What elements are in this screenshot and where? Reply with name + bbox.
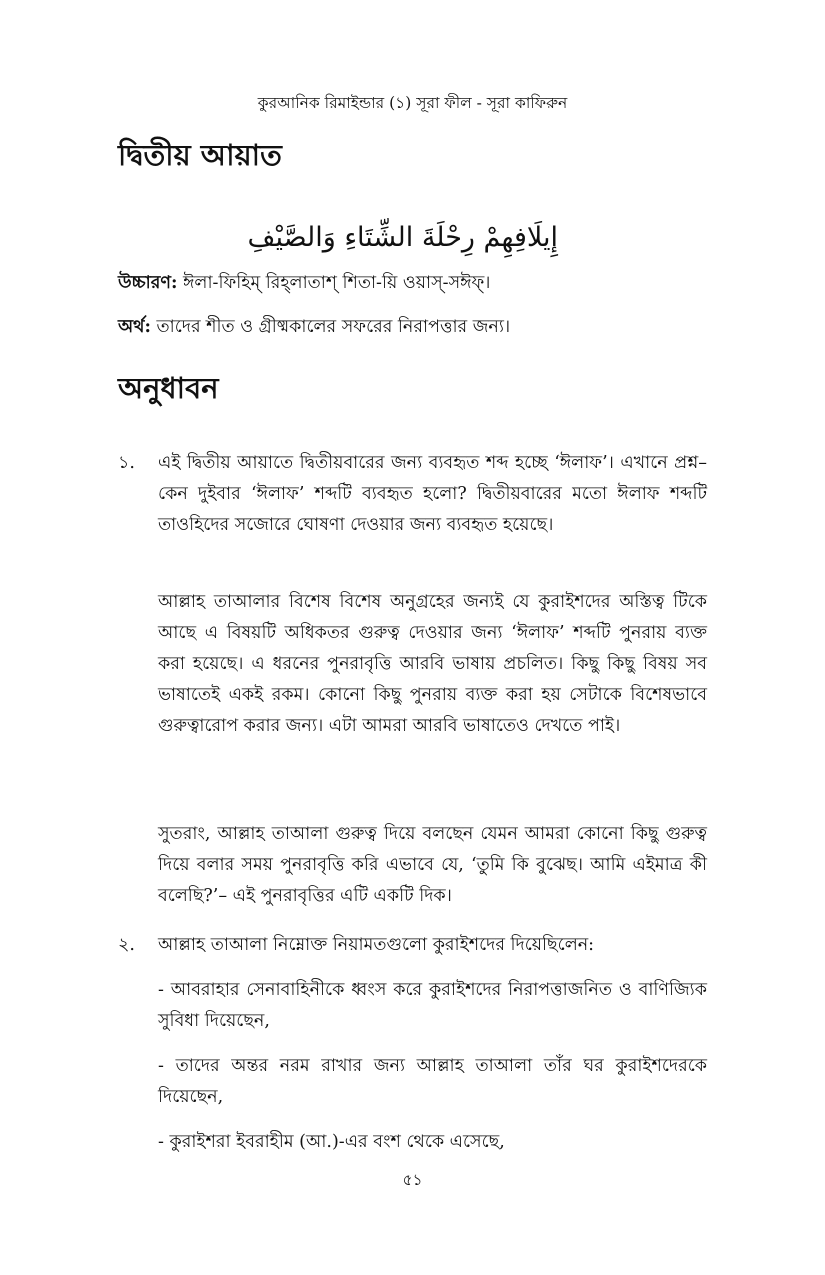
bullet-item: - তাদের অন্তর নরম রাখার জন্য আল্লাহ তাআলা তাঁর ঘর কুরাইশদেরকে দিয়েছেন, xyxy=(158,1056,707,1107)
page-number: ৫১ xyxy=(402,1171,423,1189)
running-header: কুরআনিক রিমাইন্ডার (১) সূরা ফীল - সূরা কাফিরুন xyxy=(257,94,568,112)
list-item-text: এই দ্বিতীয় আয়াতে দ্বিতীয়বারের জন্য ব্যবহৃত শব্দ হচ্ছে ‘ঈলাফ’। এখানে প্রশ্ন– কেন দুইবার ‘ঈলাফ’ শব্দটি ব্যবহৃত হলো? দ্বিতীয়বারের মতো ঈলাফ শব্দটি তাওহিদের সজোরে ঘোষণা দেওয়ার জন্য ব্যবহৃত হয়েছে। xyxy=(158,453,707,535)
paragraph: আল্লাহ তাআলার বিশেষ বিশেষ অনুগ্রহের জন্যই যে কুরাইশদের অস্তিত্ব টিকে আছে এ বিষয়টি অধিকতর গুরুত্ব দেওয়ার জন্য ‘ঈলাফ’ শব্দটি পুনরায় ব্যক্ত করা হয়েছে। এ ধরনের পুনরাবৃত্তি আরবি ভাষায় প্রচলিত। কিছু কিছু বিষয় সব ভাষাতেই একই রকম। কোনো কিছু পুনরায় ব্যক্ত করা হয় সেটাকে বিশেষভাবে গুরুত্বারোপ করার জন্য। এটা আমরা আরবি ভাষাতেও দেখতে পাই। xyxy=(158,592,707,736)
pronunciation-text: ঈলা-ফিহিম্ রিহ্‌লাতাশ্ শিতা-য়ি ওয়াস্-সঈফ্। xyxy=(183,273,491,293)
list-item-1 xyxy=(118,448,707,572)
pronunciation-line xyxy=(118,270,707,296)
bullet-item: - কুরাইশরা ইবরাহীম (আ.)-এর বংশ থেকে এসেছে, xyxy=(158,1132,505,1152)
section-title: দ্বিতীয় আয়াত xyxy=(118,138,282,172)
meaning-line xyxy=(118,314,707,340)
pronunciation-label: উচ্চারণ: xyxy=(118,273,178,293)
arabic-verse: إِيلَافِهِمْ رِحْلَةَ الشِّتَاءِ وَالصَّيْفِ xyxy=(247,222,558,253)
list-item-text: আল্লাহ তাআলা নিম্নোক্ত নিয়ামতগুলো কুরাইশদের দিয়েছিলেন: xyxy=(158,935,595,955)
meaning-text: তাদের শীত ও গ্রীষ্মকালের সফরের নিরাপত্তার জন্য। xyxy=(156,317,511,337)
analysis-title: অনুধাবন xyxy=(118,371,219,405)
paragraph: সুতরাং, আল্লাহ তাআলা গুরুত্ব দিয়ে বলছেন যেমন আমরা কোনো কিছু গুরুত্ব দিয়ে বলার সময় পুনরাবৃত্তি করি এভাবে যে, ‘তুমি কি বুঝেছ। আমি এইমাত্র কী বলেছি?’– এই পুনরাবৃত্তির এটি একটি দিক। xyxy=(158,824,707,906)
list-item-2 xyxy=(118,930,707,961)
list-item-number: ১. xyxy=(118,453,135,473)
bullet-item: - আবরাহার সেনাবাহিনীকে ধ্বংস করে কুরাইশদের নিরাপত্তাজনিত ও বাণিজ্যিক সুবিধা দিয়েছেন, xyxy=(158,980,707,1031)
list-item-number: ২. xyxy=(118,935,135,955)
meaning-label: অর্থ: xyxy=(118,317,151,337)
